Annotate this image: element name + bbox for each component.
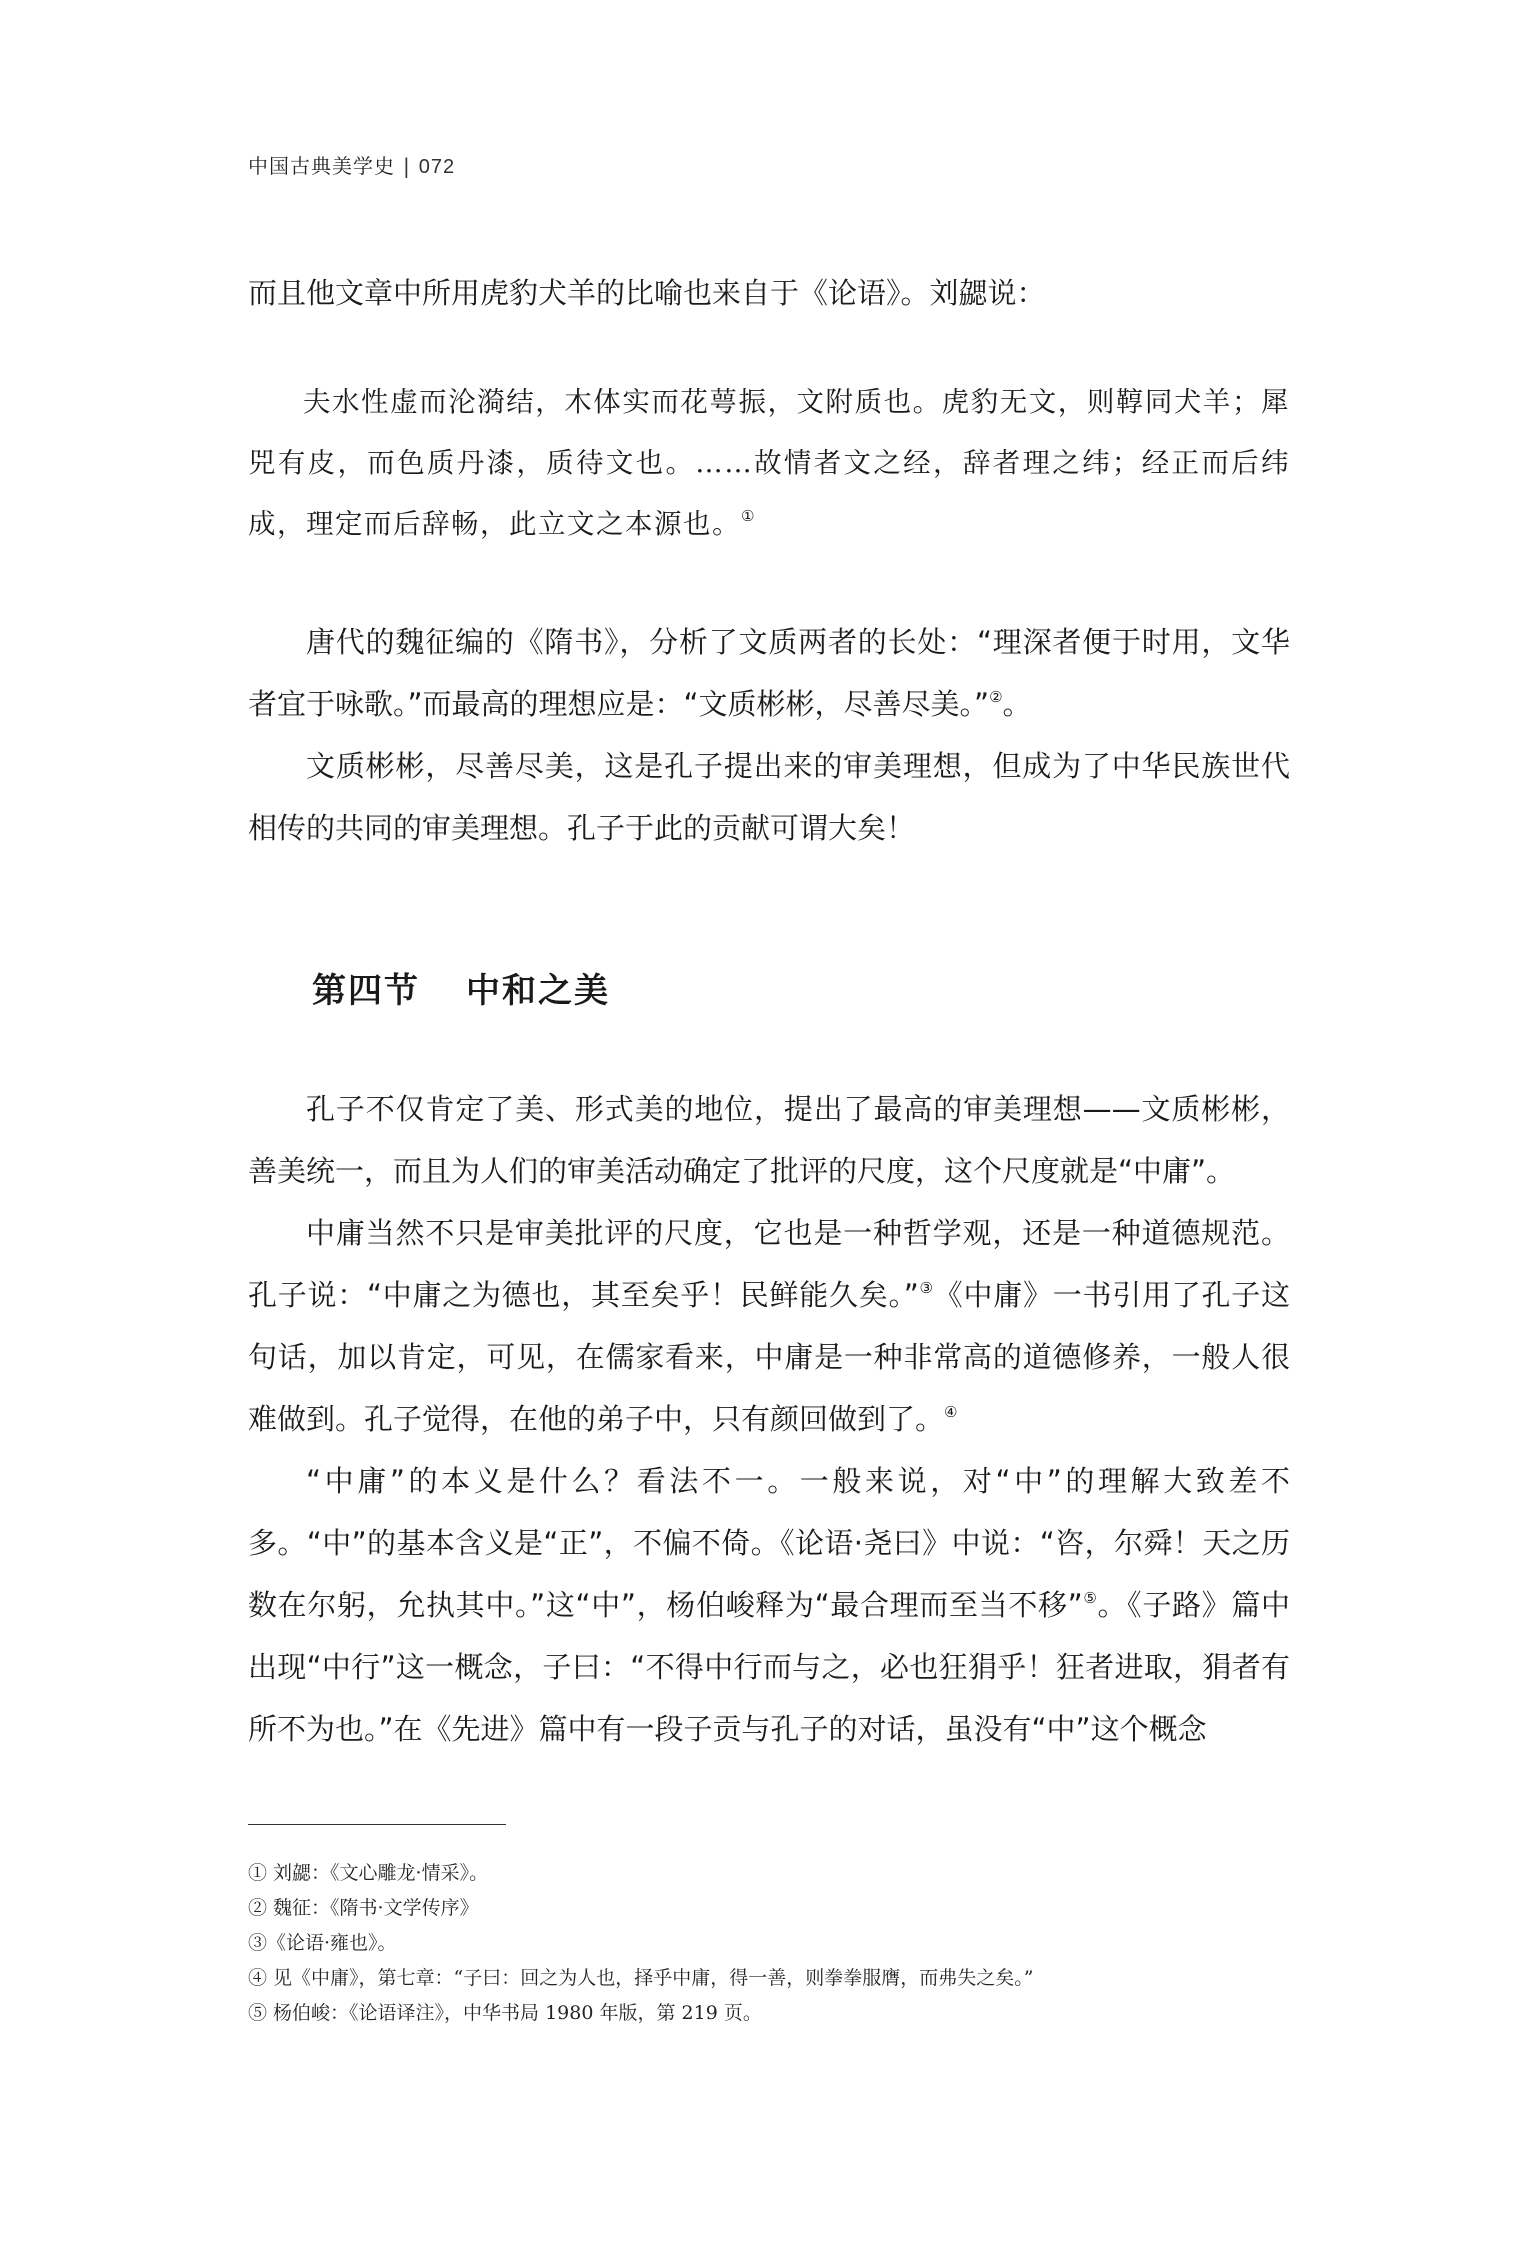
paragraph-suishu-text: 唐代的魏征编的《隋书》，分析了文质两者的长处：“理深者便于时用，文华者宜于咏歌。”而最高的理想应是：“文质彬彬，尽善尽美。”	[248, 625, 1290, 721]
footnotes	[248, 1856, 1290, 2031]
paragraph-zhongyong-intro-text: 孔子不仅肯定了美、形式美的地位，提出了最高的审美理想——文质彬彬，善美统一，而且为人们的审美活动确定了批评的尺度，这个尺度就是“中庸”。	[248, 1092, 1290, 1188]
footnote-ref-5: ⑤	[1082, 1589, 1098, 1607]
paragraph-ideal-text: 文质彬彬，尽善尽美，这是孔子提出来的审美理想，但成为了中华民族世代相传的共同的审美理想。孔子于此的贡献可谓大矣！	[248, 749, 1290, 845]
section-number: 第四节	[312, 971, 420, 1011]
block-quote-text: 夫水性虚而沦漪结，木体实而花萼振，文附质也。虎豹无文，则鞟同犬羊；犀兕有皮，而色质丹漆，质待文也。……故情者文之经，辞者理之纬；经正而后纬成，理定而后辞畅，此立文之本源也。	[248, 386, 1290, 540]
footnote-2: ② 魏征：《隋书·文学传序》	[248, 1897, 479, 1919]
paragraph-zhongyong-ethics-text-a: 中庸当然不只是审美批评的尺度，它也是一种哲学观，还是一种道德规范。孔子说：“中庸之为德也，其至矣乎！民鲜能久矣。”	[248, 1216, 1290, 1312]
book-title: 中国古典美学史	[248, 154, 395, 178]
paragraph-zhongyong-ethics-text-b: 《中庸》一书引用了孔子这句话，加以肯定，可见，在儒家看来，中庸是一种非常高的道德修养，一般人很难做到。孔子觉得，在他的弟子中，只有颜回做到了。	[248, 1278, 1290, 1436]
footnote-4: ④ 见《中庸》，第七章：“子曰：回之为人也，择乎中庸，得一善，则拳拳服膺，而弗失之矣。”	[248, 1967, 1034, 1989]
footnote-ref-3: ③	[918, 1279, 934, 1297]
footnote-ref-4: ④	[944, 1403, 958, 1421]
paragraph-suishu	[248, 611, 1290, 735]
header-separator: |	[403, 154, 411, 178]
paragraph-intro-text: 而且他文章中所用虎豹犬羊的比喻也来自于《论语》。刘勰说：	[248, 276, 1046, 310]
section-name: 中和之美	[466, 971, 610, 1011]
paragraph-ideal	[248, 735, 1290, 859]
footnote-divider	[248, 1824, 506, 1825]
footnote-ref-1: ①	[741, 507, 756, 525]
paragraph-zhong-meaning	[248, 1450, 1290, 1760]
paragraph-zhongyong-ethics	[248, 1202, 1290, 1450]
page-number: 072	[418, 156, 456, 178]
section-heading	[312, 963, 1290, 1012]
running-header	[248, 150, 455, 179]
paragraph-zhong-meaning-text-a: “中庸”的本义是什么？看法不一。一般来说，对“中”的理解大致差不多。“中”的基本含义是“正”，不偏不倚。《论语·尧曰》中说：“咨，尔舜！天之历数在尔躬，允执其中。”这“中”，杨伯峻释为“最合理而至当不移”	[248, 1464, 1290, 1622]
paragraph-zhongyong-intro	[248, 1078, 1290, 1202]
block-quote	[248, 372, 1290, 555]
footnote-5: ⑤ 杨伯峻：《论语译注》，中华书局 1980 年版，第 219 页。	[248, 2002, 762, 2024]
paragraph-intro	[248, 262, 1290, 324]
footnote-3: ③《论语·雍也》。	[248, 1932, 397, 1954]
paragraph-zhong-meaning-text-b: 。《子路》篇中出现“中行”这一概念，子曰：“不得中行而与之，必也狂狷乎！狂者进取，狷者有所不为也。”在《先进》篇中有一段子贡与孔子的对话，虽没有“中”这个概念	[248, 1588, 1290, 1746]
footnote-ref-2: ②	[989, 688, 1003, 706]
paragraph-suishu-end: 。	[1002, 687, 1032, 721]
footnote-1: ① 刘勰：《文心雕龙·情采》。	[248, 1862, 489, 1884]
page-body	[248, 262, 1290, 1760]
